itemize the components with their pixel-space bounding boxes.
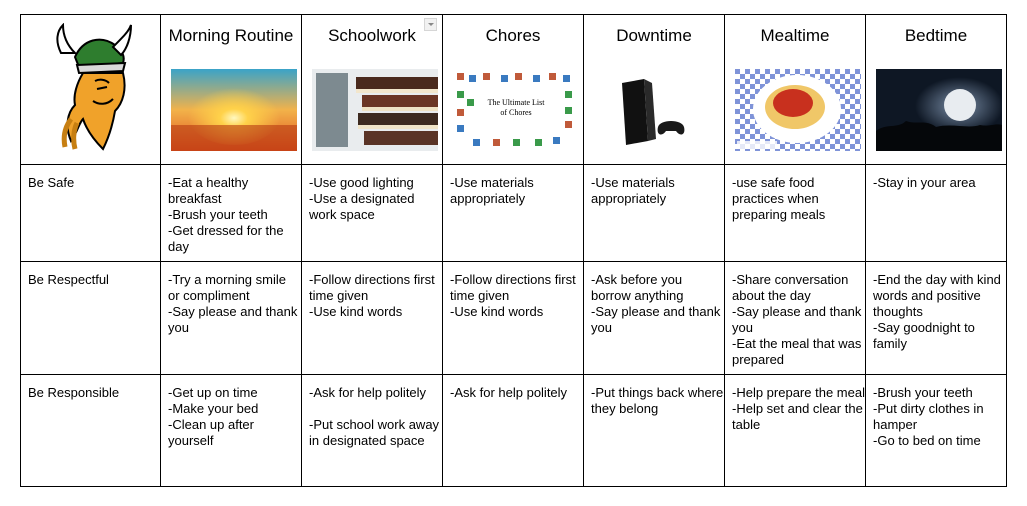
cell-respectful-mealtime [725,262,866,375]
cell-safe-chores [443,165,584,262]
list-item: -Ask for help politely [450,385,568,400]
list-item: -Make your bed [168,401,259,416]
list-item: -Use materials appropriately [450,175,538,206]
list-item: -Say please and thank you [168,304,301,335]
list-item: -Say please and thank you [732,304,865,335]
behavior-matrix-table [20,14,1007,487]
column-title: Schoolwork [328,26,416,45]
column-header-bedtime [866,15,1007,165]
column-title: Chores [485,26,541,45]
cell-responsible-mealtime [725,375,866,487]
row-label: Be Safe [21,165,161,262]
list-item: -Help prepare the meal [732,385,865,400]
list-item: -Use kind words [450,304,544,319]
cell-responsible-morning [161,375,302,487]
sunrise-image [171,69,297,151]
cell-safe-bedtime [866,165,1007,262]
cell-responsible-chores [443,375,584,487]
cell-menu-icon[interactable] [424,18,437,31]
books-image [312,69,438,151]
list-item: -Eat the meal that was prepared [732,336,865,367]
cell-respectful-downtime [584,262,725,375]
cell-safe-morning [161,165,302,262]
cell-respectful-bedtime [866,262,1007,375]
svg-text:The Ultimate List: The Ultimate List [487,98,545,107]
list-item: -Use good lighting [309,175,414,190]
column-title: Downtime [616,26,692,45]
cell-respectful-morning [161,262,302,375]
list-item [309,401,442,417]
cell-responsible-downtime [584,375,725,487]
cell-safe-downtime [584,165,725,262]
row-be-respectful [21,262,1007,375]
logo-cell [21,15,161,165]
column-header-downtime [584,15,725,165]
list-item: -Clean up after yourself [168,417,258,448]
list-item: -Say please and thank you [591,304,724,335]
row-be-responsible [21,375,1007,487]
list-item: -Follow directions first time given [450,272,580,303]
list-item: -End the day with kind words and positive thoughts [873,272,1005,319]
list-item: -Stay in your area [873,175,976,190]
cell-safe-schoolwork [302,165,443,262]
list-item: -Say goodnight to family [873,320,979,351]
column-title: Morning Routine [168,26,294,45]
list-item: -Go to bed on time [873,433,981,448]
list-item: -Use kind words [309,304,403,319]
list-item: -Use materials appropriately [591,175,679,206]
cell-safe-mealtime [725,165,866,262]
list-item: -Ask for help politely [309,385,427,400]
column-header-morning-routine [161,15,302,165]
list-item: -Help set and clear the table [732,401,867,432]
list-item: -Get dressed for the day [168,223,288,254]
cell-respectful-chores [443,262,584,375]
list-item: -Follow directions first time given [309,272,439,303]
header-row [21,15,1007,165]
cell-respectful-schoolwork [302,262,443,375]
list-item: -use safe food practices when preparing meals [732,175,826,222]
viking-mascot-logo [53,23,133,155]
list-item: -Brush your teeth [873,385,973,400]
list-item: -Share conversation about the day [732,272,852,303]
moon-night-image [876,69,1002,151]
row-label: Be Responsible [21,375,161,487]
list-item: -Put things back where they belong [591,385,727,416]
cell-responsible-bedtime [866,375,1007,487]
list-item: -Get up on time [168,385,258,400]
list-item: -Ask before you borrow anything [591,272,686,303]
list-item: -Try a morning smile or compliment [168,272,290,303]
column-title: Mealtime [760,26,830,45]
game-console-image [594,69,720,151]
column-title: Bedtime [904,26,968,45]
list-item: -Eat a healthy breakfast [168,175,252,206]
row-be-safe [21,165,1007,262]
list-item: -Put school work away in designated space [309,417,443,448]
column-header-chores [443,15,584,165]
column-header-schoolwork [302,15,443,165]
list-item: -Brush your teeth [168,207,268,222]
spaghetti-image [735,69,861,151]
svg-text:of Chores: of Chores [500,108,532,117]
list-item: -Use a designated work space [309,191,419,222]
chores-list-image [453,69,579,151]
cell-responsible-schoolwork [302,375,443,487]
list-item: -Put dirty clothes in hamper [873,401,988,432]
row-label: Be Respectful [21,262,161,375]
column-header-mealtime [725,15,866,165]
